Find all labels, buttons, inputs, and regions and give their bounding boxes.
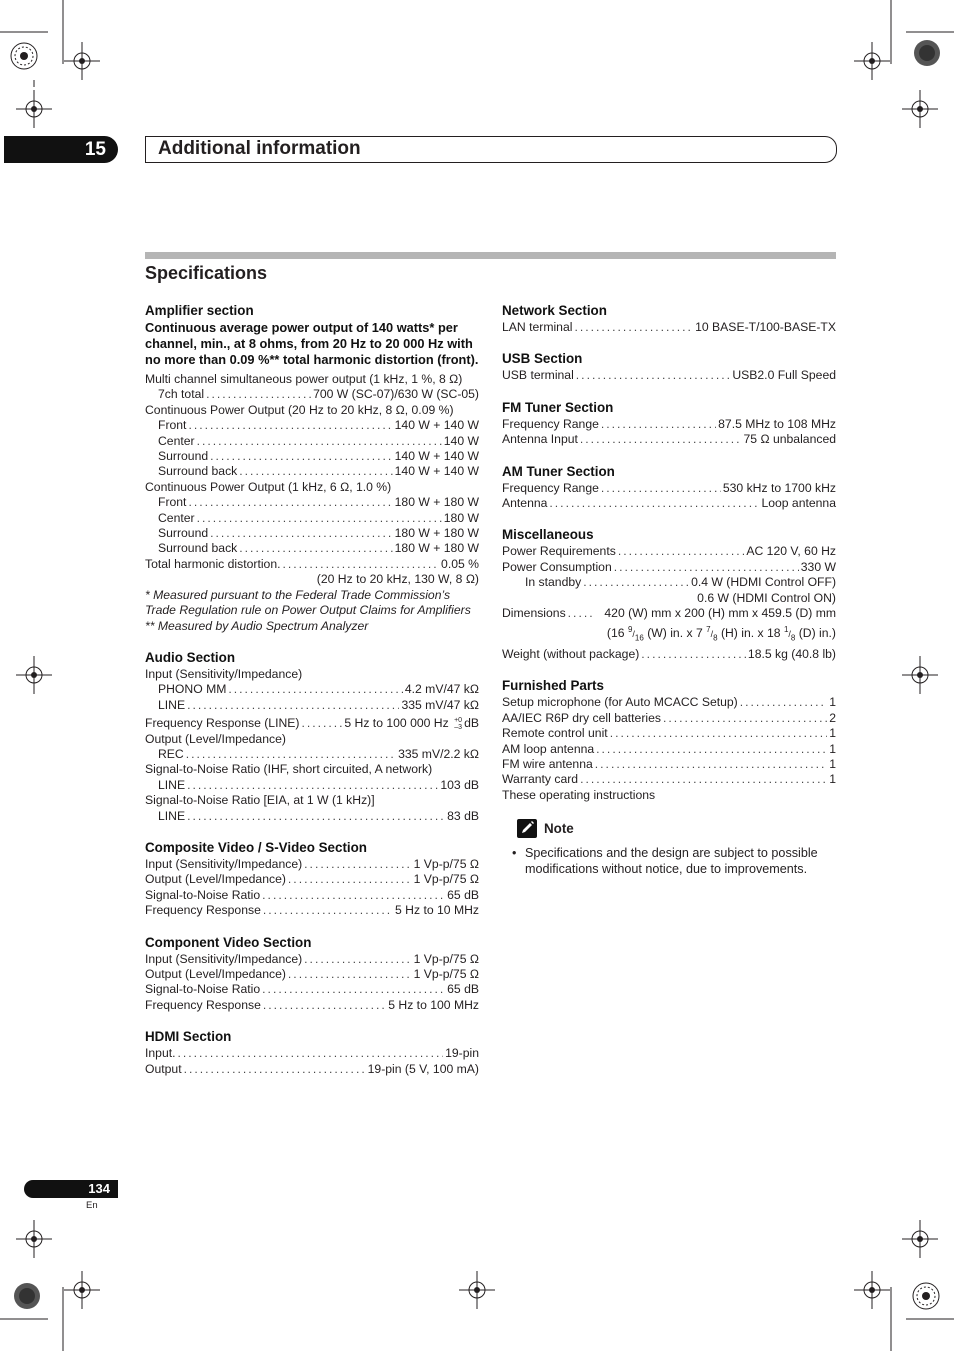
chapter-title: Additional information [158, 138, 361, 159]
network-heading: Network Section [502, 303, 607, 318]
spec-row: Antenna ..... Loop antenna [502, 496, 836, 511]
note-label: Note [544, 821, 574, 837]
spec-row: In standby ..... 0.4 W (HDMI Control OFF) [502, 575, 836, 590]
right-column [502, 303, 836, 877]
spec-row: Surround back ..... 140 W + 140 W [145, 464, 479, 479]
pencil-note-icon [517, 819, 537, 838]
furnished-last: These operating instructions [502, 787, 656, 802]
page-number-badge [24, 1180, 118, 1198]
dimensions-inches: (16 $^9/_{16}$ (W) in. x 7 $^7/_8$ (H) in. x 18 $^1/_8$ (D) in.) [606, 625, 836, 643]
usb-heading: USB Section [502, 351, 583, 367]
chapter-title-box [145, 136, 837, 163]
spec-row: Signal-to-Noise Ratio ..... 65 dB [145, 888, 479, 903]
left-column [145, 303, 479, 1077]
spec-row: LAN terminal ..... 10 BASE-T/100-BASE-TX [502, 320, 836, 335]
chapter-number-badge [4, 136, 118, 163]
multi-channel-label: Multi channel simultaneous power output (1 kHz, 1 %, 8 Ω) [145, 372, 463, 386]
misc-heading: Miscellaneous [502, 527, 594, 543]
continuous-20k-label: Continuous Power Output (20 Hz to 20 kHz, 8 Ω, 0.09 %) [145, 402, 454, 417]
spec-row: Surround ..... 180 W + 180 W [145, 526, 479, 541]
language-code: En [86, 1200, 98, 1211]
spec-row: Output ..... 19-pin (5 V, 100 mA) [145, 1062, 479, 1077]
audio-output-label: Output (Level/Impedance) [145, 731, 286, 746]
note-bullet: • Specifications and the design are subject to possible modifications without notice, due to improvements. [502, 845, 836, 877]
spec-row: Warranty card ..... 1 [502, 772, 836, 787]
spec-row: LINE ..... 103 dB [145, 778, 479, 793]
spec-row: Surround ..... 140 W + 140 W [145, 449, 479, 464]
spec-row: Input. ..... 19-pin [145, 1046, 479, 1061]
spec-row: LINE ..... 335 mV/47 kΩ [145, 698, 479, 713]
spec-row: Frequency Response ..... 5 Hz to 10 MHz [145, 903, 479, 918]
audio-heading: Audio Section [145, 649, 236, 665]
spec-row: PHONO MM ..... 4.2 mV/47 kΩ [145, 682, 479, 697]
spec-row: Input (Sensitivity/Impedance) ..... 1 Vp-p/75 Ω [145, 857, 479, 872]
amplifier-intro: Continuous average power output of 140 watts* per channel, min., at 8 ohms, from 20 Hz to 20 000 Hz with no more than 0.09 %** total harmonic distortion (front). [145, 320, 479, 367]
fm-heading: FM Tuner Section [502, 399, 614, 415]
spec-row: Surround back ..... 180 W + 180 W [145, 541, 479, 556]
composite-heading: Composite Video / S-Video Section [145, 839, 367, 855]
spec-row: Center ..... 180 W [145, 511, 479, 526]
spec-row: AM loop antenna ..... 1 [502, 742, 836, 757]
continuous-1k-label: Continuous Power Output (1 kHz, 6 Ω, 1.0 %) [145, 479, 392, 494]
standby-value-2: 0.6 W (HDMI Control ON) [697, 590, 836, 605]
spec-row: Frequency Response ..... 5 Hz to 100 MHz [145, 998, 479, 1013]
snr-ihf-label: Signal-to-Noise Ratio (IHF, short circuited, A network) [145, 762, 433, 777]
spec-row: REC ..... 335 mV/2.2 kΩ [145, 747, 479, 762]
page-title: Specifications [145, 263, 268, 283]
spec-row: Input (Sensitivity/Impedance) ..... 1 Vp-p/75 Ω [145, 952, 479, 967]
frequency-response-value: 5 Hz to 100 000 Hz +0 –3 dB [344, 716, 479, 731]
spec-row: Front ..... 180 W + 180 W [145, 495, 479, 510]
spec-row: USB terminal ..... USB2.0 Full Speed [502, 368, 836, 383]
spec-row: Setup microphone (for Auto MCACC Setup) ..... 1 [502, 695, 836, 710]
amplifier-heading: Amplifier section [145, 303, 254, 318]
spec-row: Weight (without package) ..... 18.5 kg (40.8 lb) [502, 647, 836, 662]
hdmi-heading: HDMI Section [145, 1029, 232, 1045]
spec-row: Output (Level/Impedance) ..... 1 Vp-p/75 Ω [145, 967, 479, 982]
audio-input-label: Input (Sensitivity/Impedance) [145, 666, 303, 681]
footnote-analyzer: ** Measured by Audio Spectrum Analyzer [145, 618, 369, 633]
note-text: Specifications and the design are subject to possible modifications without notice, due to improvements. [525, 846, 818, 877]
section-rule [145, 252, 836, 259]
spec-row: Frequency Range ..... 530 kHz to 1700 kHz [502, 481, 836, 496]
furnished-heading: Furnished Parts [502, 678, 604, 694]
spec-row: Frequency Range ..... 87.5 MHz to 108 MHz [502, 417, 836, 432]
spec-row: Antenna Input ..... 75 Ω unbalanced [502, 432, 836, 447]
component-heading: Component Video Section [145, 934, 312, 950]
spec-row: LINE ..... 83 dB [145, 809, 479, 824]
spec-row: Frequency Response (LINE) ..... 5 Hz to 100 000 Hz +0 –3 dB [145, 716, 479, 731]
chapter-number: 15 [84, 139, 106, 160]
spec-row: Dimensions ..... 420 (W) mm x 200 (H) mm x 459.5 (D) mm [502, 606, 836, 621]
thd-condition: (20 Hz to 20 kHz, 130 W, 8 Ω) [316, 572, 479, 587]
page-number: 134 [88, 1181, 110, 1196]
spec-row: Output (Level/Impedance) ..... 1 Vp-p/75 Ω [145, 872, 479, 887]
spec-row: Power Consumption ..... 330 W [502, 560, 836, 575]
spec-row: Center ..... 140 W [145, 434, 479, 449]
spec-row: FM wire antenna ..... 1 [502, 757, 836, 772]
snr-eia-label: Signal-to-Noise Ratio [EIA, at 1 W (1 kHz)] [145, 793, 375, 808]
spec-row: Remote control unit ..... 1 [502, 726, 836, 741]
spec-row: Front ..... 140 W + 140 W [145, 418, 479, 433]
spec-row: AA/IEC R6P dry cell batteries ..... 2 [502, 711, 836, 726]
spec-row: Total harmonic distortion. ..... 0.05 % [145, 557, 479, 572]
am-heading: AM Tuner Section [502, 463, 615, 479]
note-header [502, 819, 836, 838]
spec-row: 7ch total ..... 700 W (SC-07)/630 W (SC-05) [145, 387, 479, 402]
footnote-ftc: * Measured pursuant to the Federal Trade Commission’s Trade Regulation rule on Power Output Claims for Amplifiers [145, 587, 471, 618]
spec-row: Power Requirements ..... AC 120 V, 60 Hz [502, 544, 836, 559]
spec-row: Signal-to-Noise Ratio ..... 65 dB [145, 982, 479, 997]
